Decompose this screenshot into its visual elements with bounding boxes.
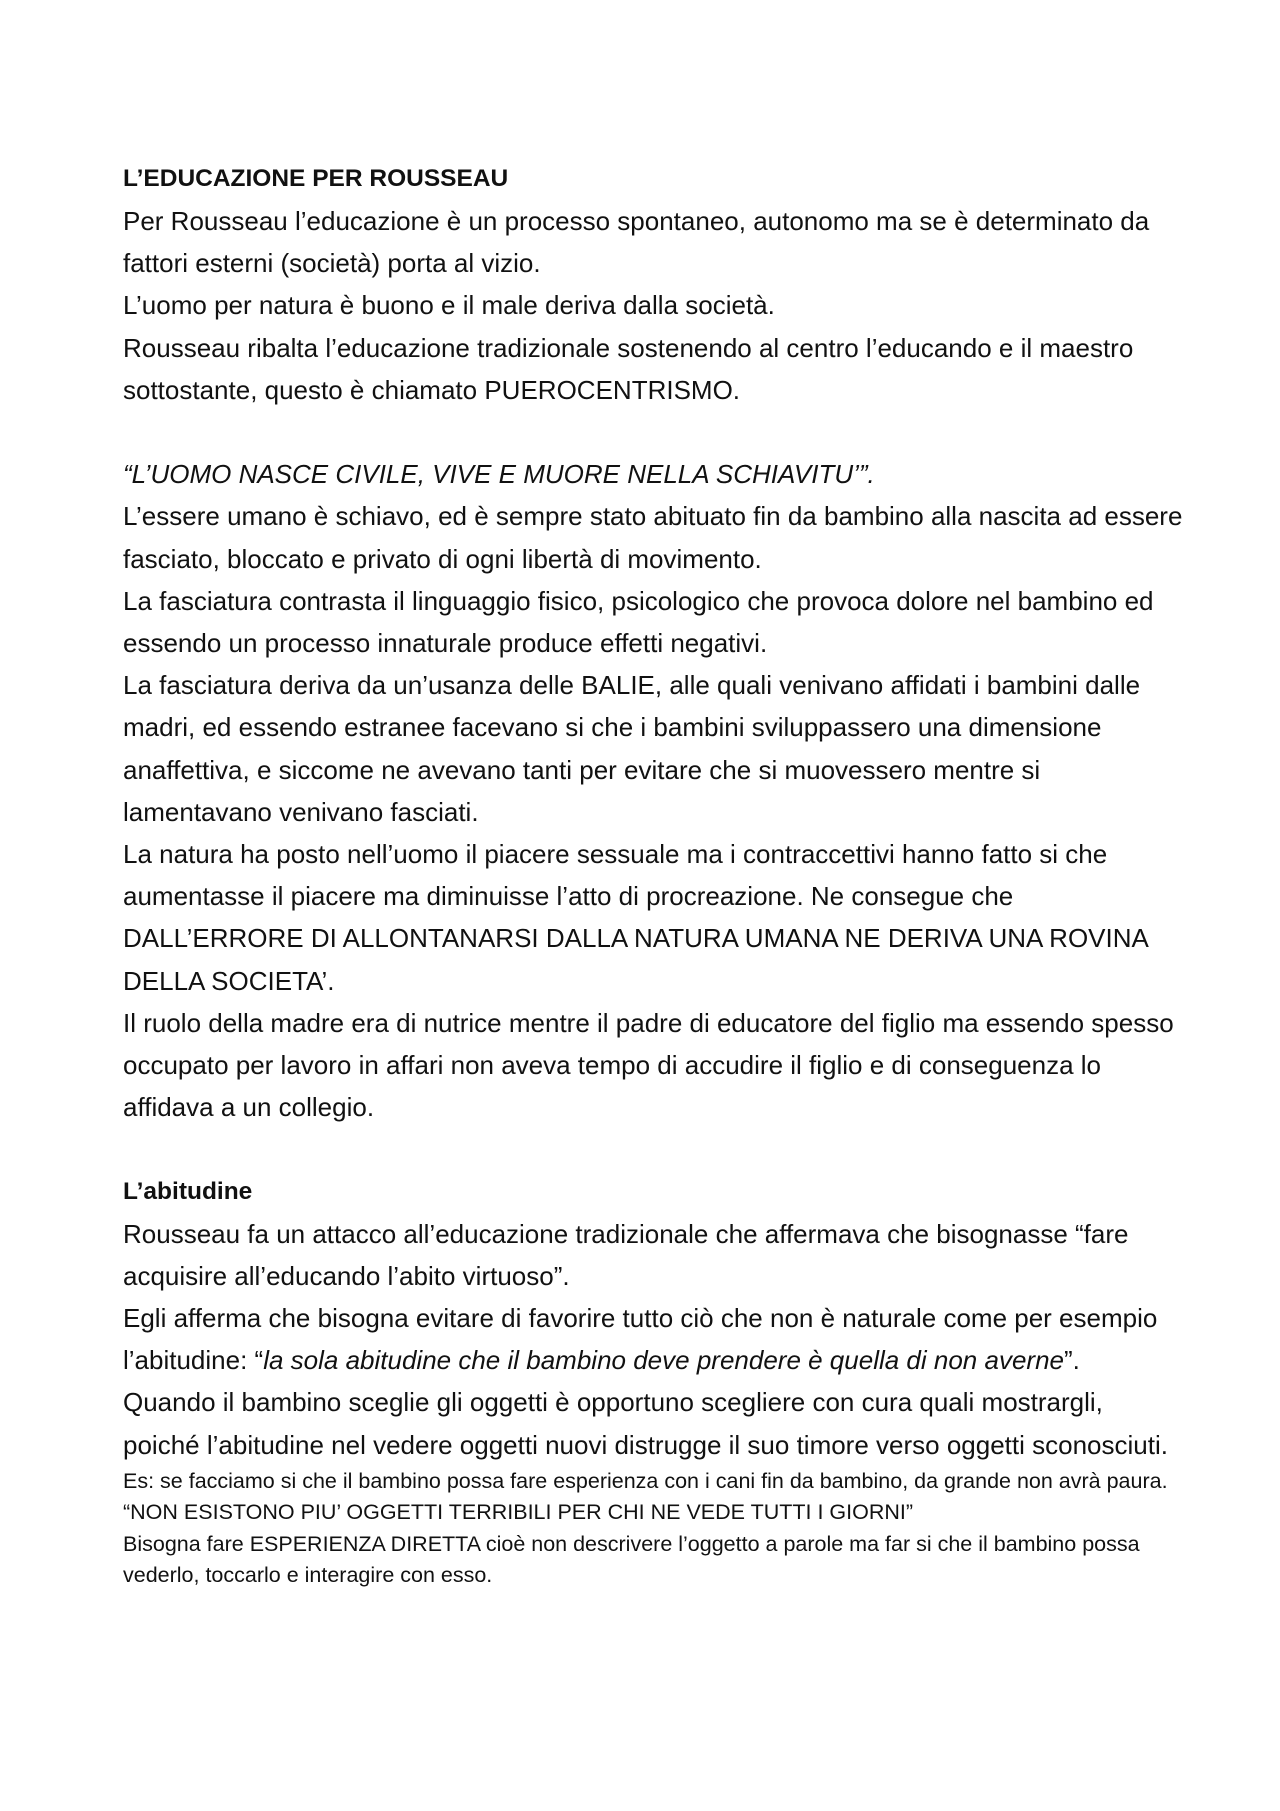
paragraph: La fasciatura contrasta il linguaggio fisico, psicologico che provoca dolore nel bambino ed essendo un processo innaturale produce effetti negativi. [123,585,1154,659]
paragraph-with-quote [123,1297,1183,1381]
section-title-educazione: L’EDUCAZIONE PER ROUSSEAU [123,165,509,192]
rousseau-quote: “L’UOMO NASCE CIVILE, VIVE E MUORE NELLA SCHIAVITU’”. [123,459,875,490]
paragraph: Quando il bambino sceglie gli oggetti è opportuno scegliere con cura quali mostrargli, poiché l’abitudine nel vedere oggetti nuovi distrugge il suo timore verso oggetti sconosciuti. [123,1387,1168,1460]
text-span: ”. [1064,1345,1080,1376]
example-note: Es: se facciamo si che il bambino possa fare esperienza con i cani fin da bambino, da grande non avrà paura. “NON ESISTONO PIU’ OGGETTI TERRIBILI PER CHI NE VEDE TUTTI I GIORNI” [123,1468,1168,1525]
paragraph: La fasciatura deriva da un’usanza delle BALIE, alle quali venivano affidati i bambini dalle madri, ed essendo estranee facevano si che i bambini sviluppassero una dimensione anaffettiva, e siccome ne avevano tanti per evitare che si muovessero mentre si lamentavano venivano fasciati. [123,670,1141,827]
section-title-abitudine: L’abitudine [123,1177,253,1205]
paragraph: L’uomo per natura è buono e il male deriva dalla società. [123,290,775,321]
paragraph: L’essere umano è schiavo, ed è sempre stato abituato fin da bambino alla nascita ad essere fasciato, bloccato e privato di ogni libertà di movimento. [123,501,1183,574]
paragraph: Rousseau ribalta l’educazione tradizionale sostenendo al centro l’educando e il maestro sottostante, questo è chiamato PUEROCENTRISMO. [123,332,1134,405]
example-note: Bisogna fare ESPERIENZA DIRETTA cioè non descrivere l’oggetto a parole ma far si che il bambino possa vederlo, toccarlo e interagire con esso. [123,1531,1140,1588]
blank-line [123,1128,1183,1170]
paragraph: La natura ha posto nell’uomo il piacere sessuale ma i contraccettivi hanno fatto si che aumentasse il piacere ma diminuisse l’atto di procreazione. Ne consegue che DALL’ERRORE DI ALLONTANARSI DALLA NATURA UMANA NE DERIVA UNA ROVINA DELLA SOCIETA’. [123,839,1148,996]
italic-quote: la sola abitudine che il bambino deve prendere è quella di non averne [263,1345,1064,1376]
blank-line [123,411,1183,453]
paragraph: Per Rousseau l’educazione è un processo spontaneo, autonomo ma se è determinato da fattori esterni (società) porta al vizio. [123,206,1150,279]
text-span: Egli afferma che bisogna evitare di favorire tutto ciò che non è naturale come per esempio l’abitudine: “ [123,1303,1158,1376]
document-page [123,158,1183,1592]
paragraph: Rousseau fa un attacco all’educazione tradizionale che affermava che bisognasse “fare acquisire all’educando l’abito virtuoso”. [123,1218,1129,1291]
paragraph: Il ruolo della madre era di nutrice mentre il padre di educatore del figlio ma essendo spesso occupato per lavoro in affari non aveva tempo di accudire il figlio e di conseguenza lo affidava a un collegio. [123,1007,1174,1123]
